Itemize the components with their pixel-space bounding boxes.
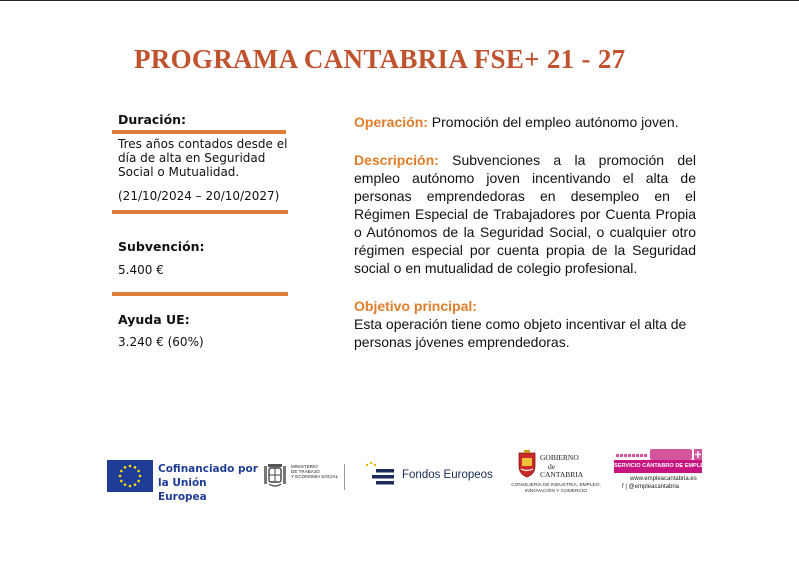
- fondos-europeos-text: Fondos Europeos: [402, 469, 493, 481]
- eu-star: [134, 466, 137, 469]
- eu-star: [134, 483, 137, 486]
- gov-line: CANTABRIA: [540, 470, 584, 479]
- subsidy-label: Subvención:: [118, 239, 205, 254]
- emcan-website: www.empleacantabria.es: [630, 476, 697, 482]
- eu-flag-icon: [107, 460, 153, 492]
- cantabria-shield-icon: [516, 450, 538, 478]
- subsidy-value: 5.400 €: [118, 263, 164, 277]
- eu-star: [119, 475, 122, 478]
- gov-line: de: [548, 461, 556, 471]
- eu-stars-icon: [107, 460, 153, 492]
- description-section: [354, 151, 696, 277]
- ministry-text: [291, 464, 349, 480]
- operation-label: Operación:: [354, 114, 428, 130]
- duration-text: Tres años contados desde el día de alta en Seguridad Social o Mutualidad.: [118, 137, 288, 179]
- eu-star: [137, 480, 140, 483]
- eu-star: [124, 483, 127, 486]
- spain-coat-of-arms-icon: [263, 460, 287, 490]
- eu-star: [124, 466, 127, 469]
- logo-separator: [344, 464, 345, 490]
- consejeria-line: INNOVACIÓN Y COMERCIO: [524, 488, 588, 494]
- eu-aid-label: Ayuda UE:: [118, 312, 190, 327]
- funding-logos: [0, 440, 799, 510]
- consejeria-text: [500, 483, 612, 495]
- gobierno-cantabria-text: [540, 454, 600, 480]
- ministry-line: MINISTERIO: [291, 464, 318, 469]
- ministry-line: DE TRABAJO: [291, 469, 320, 475]
- objective-label: Objetivo principal:: [354, 298, 477, 314]
- consejeria-line: CONSEJERÍA DE INDUSTRIA, EMPLEO,: [511, 483, 601, 488]
- eu-star: [139, 475, 142, 478]
- eu-star: [120, 470, 123, 473]
- objective-section: [354, 297, 696, 351]
- eu-text-line: la Unión Europea: [158, 477, 207, 503]
- eu-text-line: Cofinanciado por: [158, 463, 258, 475]
- divider-bar: [112, 130, 286, 134]
- page-title: PROGRAMA CANTABRIA FSE+ 21 - 27: [134, 44, 626, 74]
- emcan-social: f | @empleacantabria: [622, 484, 680, 490]
- ministry-line: Y ECONOMÍA SOCIAL: [291, 474, 339, 480]
- divider-bar: [112, 210, 288, 214]
- eu-star: [129, 465, 132, 468]
- eu-cofinanced-text: [158, 462, 258, 504]
- operation-text: Promoción del empleo autónomo joven.: [431, 114, 679, 130]
- description-label: Descripción:: [354, 152, 439, 168]
- duration-label: Duración:: [118, 112, 187, 127]
- eu-star: [137, 470, 140, 473]
- objective-text: Esta operación tiene como objeto incentivar el alta de personas jóvenes emprendedoras.: [354, 316, 687, 350]
- gov-line: GOBIERNO: [540, 453, 579, 462]
- duration-dates: (21/10/2024 – 20/10/2027): [118, 189, 280, 203]
- operation-section: [354, 113, 696, 131]
- eu-star: [120, 480, 123, 483]
- eu-star: [129, 485, 132, 488]
- description-text: Subvenciones a la promoción del empleo autónomo joven incentivando el alta de personas emprendedoras en desempleo en el Régimen Especial de Trabajadores por Cuenta Propia o Autónomos de la Seguridad Social, o cualquier otro régimen especial por cuenta propia de la Seguridad social o en mutualidad de colegio profesional.: [354, 152, 697, 276]
- divider-bar: [112, 292, 288, 296]
- details-panel: [354, 113, 696, 371]
- emcan-band-text: SERVICIO CÁNTABRO DE EMPLEO: [614, 460, 702, 473]
- fondos-europeos-icon: [364, 460, 400, 488]
- top-border: [0, 0, 799, 1]
- eu-aid-value: 3.240 € (60%): [118, 335, 204, 349]
